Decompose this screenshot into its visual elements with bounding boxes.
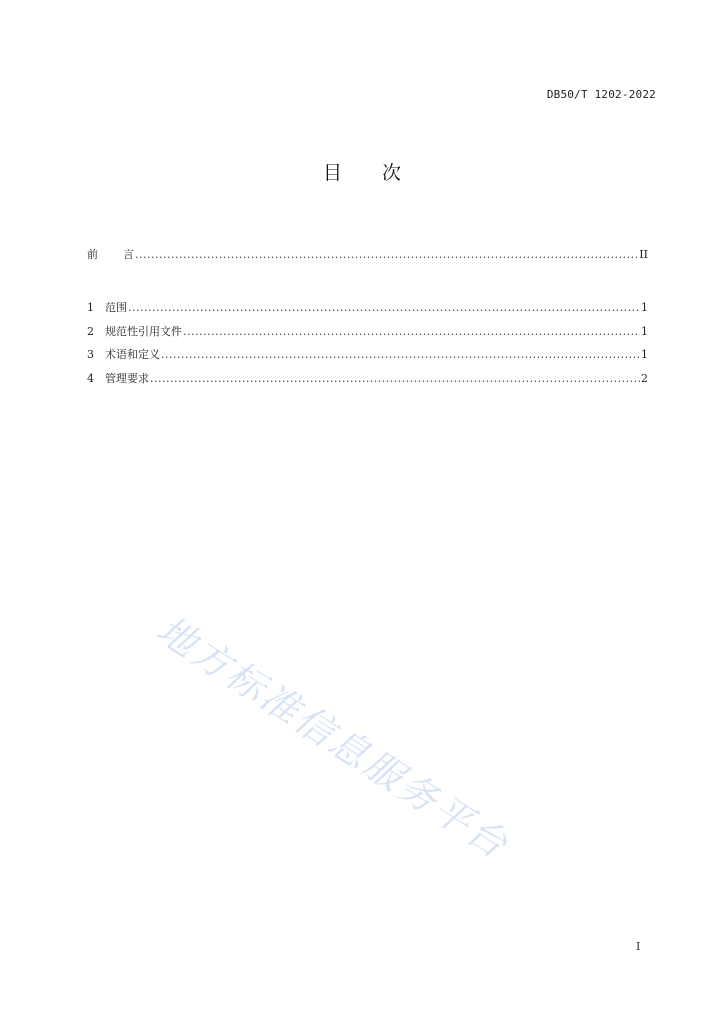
toc-dot-leader — [128, 301, 640, 315]
toc-section-label: 管理要求 — [105, 372, 149, 385]
toc-page-number: II — [639, 248, 648, 261]
toc-entry-preface[interactable] — [87, 248, 648, 262]
watermark: 地方标准信息服务平台 — [149, 607, 517, 868]
toc-section-label: 范围 — [105, 301, 127, 314]
toc-section-number: 3 — [87, 348, 94, 361]
toc-section-label: 规范性引用文件 — [105, 325, 182, 338]
toc-dot-leader — [161, 348, 640, 362]
toc-entry-2[interactable] — [87, 325, 648, 339]
toc-preface-label-part-2: 言 — [123, 248, 134, 261]
page-title-part-1: 目 — [322, 162, 342, 184]
toc-entry-3[interactable] — [87, 348, 648, 362]
page-title — [0, 158, 724, 185]
page-title-part-2: 次 — [382, 162, 402, 184]
toc-dot-leader — [183, 325, 640, 339]
toc-page-number: 1 — [641, 301, 648, 314]
toc-preface-label-part-1: 前 — [87, 248, 98, 261]
toc-section-number: 4 — [87, 372, 94, 385]
document-code: DB50/T 1202-2022 — [546, 88, 656, 101]
toc-section-number: 2 — [87, 325, 94, 338]
toc-section-label: 术语和定义 — [105, 348, 160, 361]
toc-section-number: 1 — [87, 301, 94, 314]
toc-page-number: 2 — [641, 372, 648, 385]
toc-entry-1[interactable] — [87, 301, 648, 315]
footer-page-number: I — [636, 940, 641, 953]
toc-page-number: 1 — [641, 325, 648, 338]
toc-dot-leader — [135, 248, 638, 262]
toc-page-number: 1 — [641, 348, 648, 361]
toc-dot-leader — [150, 372, 640, 386]
toc-entry-4[interactable] — [87, 372, 648, 386]
